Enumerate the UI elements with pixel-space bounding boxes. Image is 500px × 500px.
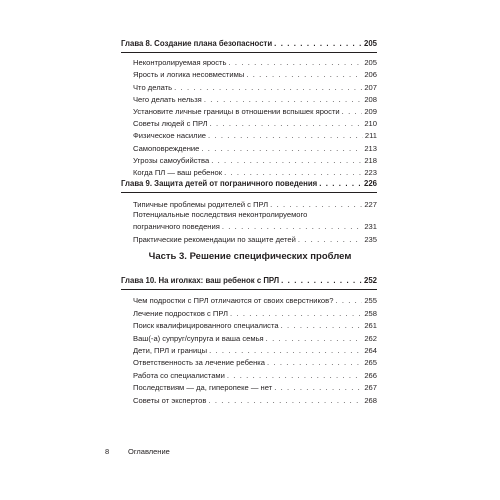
entry-page: 210 <box>364 119 377 129</box>
dot-leader <box>298 235 362 245</box>
toc-entry[interactable] <box>121 141 377 153</box>
entry-page: 264 <box>364 345 377 355</box>
entry-page: 213 <box>364 143 377 153</box>
entry-page: 255 <box>364 296 377 306</box>
toc-entry[interactable] <box>121 166 377 178</box>
dot-leader <box>204 95 363 105</box>
chapter-page: 205 <box>363 39 377 48</box>
entry-title: Ярость и логика несовместимы <box>133 70 245 80</box>
entry-title: Типичные проблемы родителей с ПРЛ <box>133 199 269 209</box>
toc-entry[interactable] <box>121 381 377 393</box>
chapter-title: Глава 10. На иголках: ваш ребенок с ПРЛ <box>121 276 280 285</box>
entry-page: 261 <box>364 321 377 331</box>
entry-page: 268 <box>364 395 377 405</box>
toc-entry[interactable] <box>121 319 377 331</box>
entry-page: 258 <box>364 308 377 318</box>
entry-title: Физическое насилие <box>133 131 207 141</box>
entry-title: Практические рекомендации по защите детей <box>133 234 296 244</box>
entry-title: пограничного поведения <box>133 222 220 231</box>
entry-page: 223 <box>364 167 377 177</box>
entry-title: Установите личные границы в отношении вспышек ярости <box>133 106 340 116</box>
entry-title: Поиск квалифицированного специалиста <box>133 321 279 331</box>
toc-entry[interactable] <box>121 154 377 166</box>
entry-page: 231 <box>364 222 377 231</box>
toc-entry[interactable] <box>121 129 377 141</box>
entry-title: Советы от экспертов <box>133 395 207 405</box>
entry-page: 218 <box>364 155 377 165</box>
entry-page: 208 <box>364 94 377 104</box>
dot-leader <box>208 396 362 406</box>
entry-title: Угрозы самоубийства <box>133 155 210 165</box>
dot-leader <box>209 346 362 356</box>
footer-page-number: 8 <box>105 447 110 456</box>
dot-leader <box>201 144 362 154</box>
entry-page: 267 <box>364 383 377 393</box>
entry-page: 209 <box>364 106 377 116</box>
dot-leader <box>274 39 362 49</box>
entry-title: Чего делать нельзя <box>133 94 202 104</box>
entry-page: 206 <box>364 70 377 80</box>
dot-leader <box>211 156 362 166</box>
toc-chapter-10 <box>121 276 377 406</box>
chapter-title: Глава 8. Создание плана безопасности <box>121 39 273 48</box>
entry-title: Ваш(-а) супруг/супруга и ваша семья <box>133 333 264 343</box>
entry-title: Когда ПЛ — ваш ребенок <box>133 167 223 177</box>
entry-page: 211 <box>364 131 377 141</box>
toc-chapter-8 <box>121 39 377 178</box>
chapter-title: Глава 9. Защита детей от пограничного поведения <box>121 179 318 188</box>
chapter-heading[interactable] <box>121 39 377 49</box>
toc-entry[interactable] <box>121 80 377 92</box>
entry-page: 265 <box>364 358 377 368</box>
entry-title: Последствиям — да, гиперопеке — нет <box>133 383 273 393</box>
entry-title: Что делать <box>133 82 173 92</box>
dot-leader <box>229 58 363 68</box>
entry-title: Лечение подростков с ПРЛ <box>133 308 228 318</box>
toc-entry[interactable] <box>121 56 377 68</box>
entry-title: Советы людей с ПРЛ <box>133 119 208 129</box>
dot-leader <box>266 334 363 344</box>
dot-leader <box>208 131 363 141</box>
part-title: Часть 3. Решение специфических проблем <box>148 251 352 262</box>
dot-leader <box>210 119 363 129</box>
entry-page: 207 <box>364 82 377 92</box>
entry-title-line1: Потенциальные последствия неконтролируемого <box>133 209 308 219</box>
dot-leader <box>281 276 362 286</box>
toc-entry[interactable] <box>121 105 377 117</box>
dot-leader <box>224 168 362 178</box>
entry-page: 235 <box>364 234 377 244</box>
dot-leader <box>342 107 363 117</box>
toc-entry[interactable] <box>121 344 377 356</box>
toc-entry[interactable] <box>121 393 377 405</box>
entry-page: 266 <box>364 370 377 380</box>
dot-leader <box>246 70 362 80</box>
entry-title: Чем подростки с ПРЛ отличаются от своих сверстников? <box>133 296 334 306</box>
dot-leader <box>319 179 362 189</box>
dot-leader <box>174 83 362 93</box>
toc-entry-multiline[interactable] <box>121 210 377 233</box>
toc-entry[interactable] <box>121 306 377 318</box>
chapter-page: 252 <box>363 276 377 285</box>
chapter-page: 226 <box>363 179 377 188</box>
dot-leader <box>335 296 362 306</box>
dot-leader <box>274 383 362 393</box>
entry-page: 262 <box>364 333 377 343</box>
entry-title: Работа со специалистами <box>133 370 225 380</box>
toc-entry[interactable] <box>121 294 377 306</box>
entry-page: 227 <box>364 199 377 209</box>
dot-leader <box>281 321 363 331</box>
footer-label: Оглавление <box>128 447 170 456</box>
toc-entry[interactable] <box>121 331 377 343</box>
entry-title: Самоповреждение <box>133 143 200 153</box>
entry-title: Дети, ПРЛ и границы <box>133 345 208 355</box>
entry-page: 205 <box>364 58 377 68</box>
dot-leader <box>227 371 362 381</box>
dot-leader <box>270 200 362 210</box>
toc-entry[interactable] <box>121 356 377 368</box>
toc-entry[interactable] <box>121 197 377 210</box>
toc-entry[interactable] <box>121 368 377 380</box>
entry-title: Неконтролируемая ярость <box>133 58 227 68</box>
toc-entry[interactable] <box>121 68 377 80</box>
entry-title: Ответственность за лечение ребенка <box>133 358 266 368</box>
toc-entry[interactable] <box>121 232 377 245</box>
dot-leader <box>230 309 362 319</box>
dot-leader <box>222 222 362 232</box>
chapter-heading[interactable] <box>121 276 377 286</box>
toc-entry[interactable] <box>121 93 377 105</box>
dot-leader <box>267 358 362 368</box>
chapter-heading[interactable] <box>121 179 377 189</box>
toc-chapter-9 <box>121 179 377 245</box>
toc-entry[interactable] <box>121 117 377 129</box>
